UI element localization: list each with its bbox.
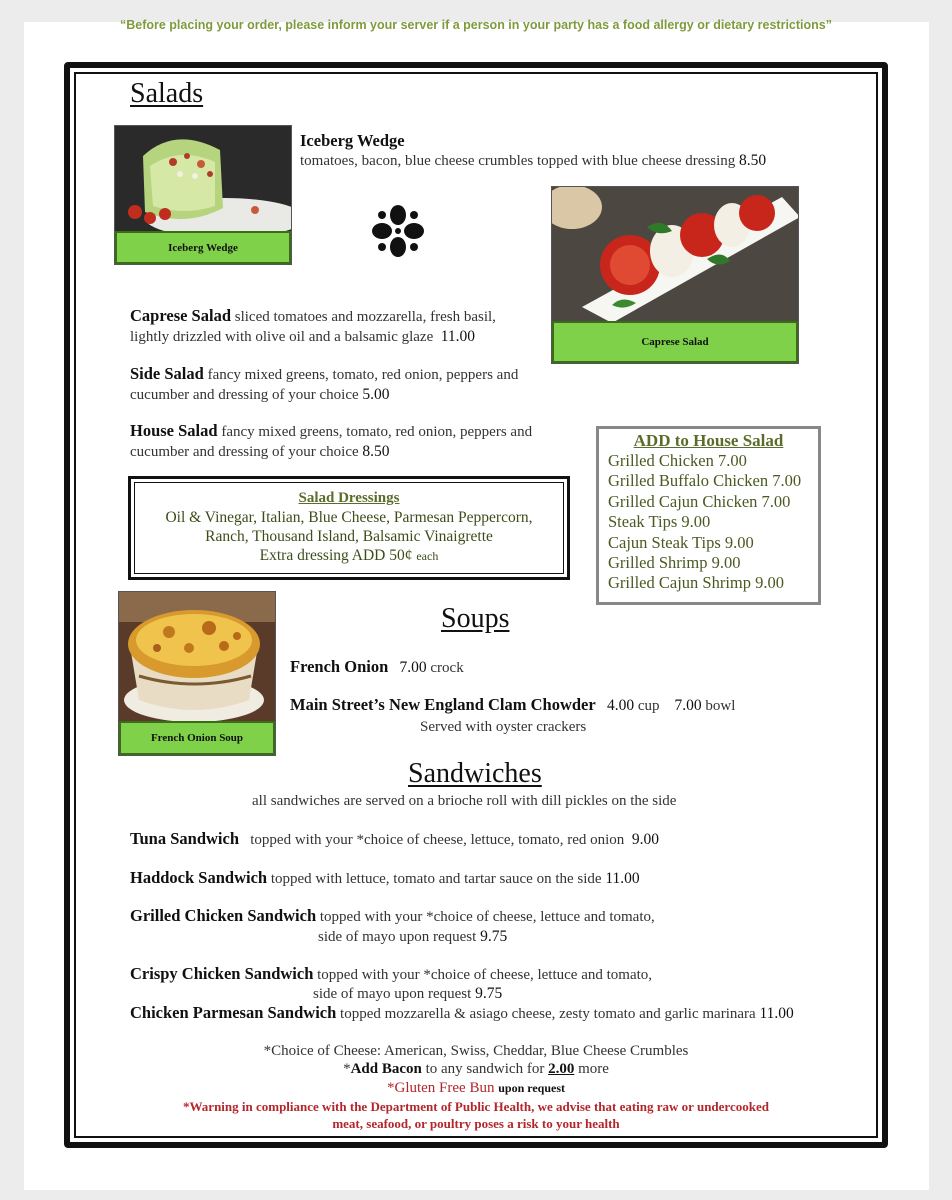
house-salad-price: 8.50 [362, 443, 390, 460]
caprese-salad-price: 11.00 [440, 328, 476, 345]
side-salad-item: Side Salad fancy mixed greens, tomato, red onion, peppers and cucumber and dressing of your choice 5.00 [130, 364, 519, 403]
dressings-extra: Extra dressing ADD 50¢ each [259, 547, 439, 564]
add-bacon-note: *Add Bacon to any sandwich for 2.00 more [343, 1061, 609, 1077]
crispy-chicken-sandwich-desc2: side of mayo upon request 9.75 [313, 985, 503, 1002]
salad-dressings-box [128, 476, 570, 580]
iceberg-wedge-desc: tomatoes, bacon, blue cheese crumbles topped with blue cheese dressing 8.50 [300, 152, 767, 169]
clam-chowder-item: Main Street’s New England Clam Chowder 4.00 cup 7.00 bowl [290, 695, 736, 714]
iceberg-wedge-name: Iceberg Wedge [300, 131, 405, 150]
cheese-choice-note: *Choice of Cheese: American, Swiss, Cheddar, Blue Cheese Crumbles [263, 1043, 689, 1059]
grilled-chicken-sandwich-desc2: side of mayo upon request 9.75 [318, 928, 508, 945]
addon-item: Grilled Cajun Shrimp 9.00 [608, 573, 784, 593]
house-salad-item: House Salad fancy mixed greens, tomato, red onion, peppers and cucumber and dressing of your choice 8.50 [130, 421, 533, 460]
grilled-chicken-sandwich-item: Grilled Chicken Sandwich topped with your *choice of cheese, lettuce and tomato, [130, 906, 655, 925]
side-salad-price: 5.00 [362, 386, 390, 403]
french-onion-soup-photo [118, 591, 276, 756]
salad-dressings-title: Salad Dressings [298, 490, 400, 506]
soups-heading: Soups [441, 603, 510, 634]
health-warning: *Warning in compliance with the Department of Public Health, we advise that eating raw or undercooked meat, seafood, or poultry poses a risk to your health [183, 1099, 769, 1131]
french-onion-soup-caption: French Onion Soup [119, 721, 275, 755]
add-to-house-salad-title: ADD to House Salad [633, 431, 784, 450]
gluten-free-note: *Gluten Free Bun upon request [386, 1080, 566, 1096]
dressings-line-1: Oil & Vinegar, Italian, Blue Cheese, Parmesan Peppercorn, [165, 509, 533, 526]
addon-item: Grilled Shrimp 9.00 [608, 553, 741, 573]
iceberg-wedge-photo [114, 125, 292, 265]
add-to-house-salad-box [596, 426, 821, 605]
iceberg-wedge-image [115, 126, 292, 234]
iceberg-wedge-price: 8.50 [739, 152, 767, 169]
dressings-line-2: Ranch, Thousand Island, Balsamic Vinaigrette [205, 528, 493, 545]
caprese-salad-photo [551, 186, 799, 364]
salads-heading: Salads [130, 78, 204, 109]
french-onion-soup-image [119, 592, 276, 723]
allergy-notice: “Before placing your order, please inform your server if a person in your party has a food allergy or dietary restrictions” [119, 18, 832, 32]
haddock-sandwich-item: Haddock Sandwich topped with lettuce, tomato and tartar sauce on the side 11.00 [130, 868, 640, 887]
chicken-parmesan-sandwich-item: Chicken Parmesan Sandwich topped mozzarella & asiago cheese, zesty tomato and garlic marinara 11.00 [130, 1003, 794, 1022]
addon-item: Grilled Buffalo Chicken 7.00 [608, 471, 802, 491]
sandwiches-heading: Sandwiches [408, 758, 542, 789]
crispy-chicken-sandwich-item: Crispy Chicken Sandwich topped with your *choice of cheese, lettuce and tomato, [130, 964, 653, 983]
tuna-sandwich-item: Tuna Sandwich topped with your *choice of cheese, lettuce, tomato, red onion 9.00 [130, 829, 659, 848]
sandwiches-subtitle: all sandwiches are served on a brioche roll with dill pickles on the side [252, 793, 677, 809]
addon-item: Cajun Steak Tips 9.00 [608, 532, 754, 552]
iceberg-wedge-caption: Iceberg Wedge [115, 231, 291, 264]
addon-item: Steak Tips 9.00 [608, 512, 711, 532]
addon-item: Grilled Cajun Chicken 7.00 [608, 491, 791, 511]
french-onion-item: French Onion 7.00 crock [290, 657, 464, 676]
clam-chowder-note: Served with oyster crackers [420, 719, 587, 735]
caprese-salad-image [552, 187, 799, 323]
caprese-salad-item: Caprese Salad sliced tomatoes and mozzarella, fresh basil, lightly drizzled with olive oil and a balsamic glaze 11.00 [130, 306, 496, 345]
flourish-icon [371, 204, 425, 258]
caprese-salad-caption: Caprese Salad [552, 321, 798, 363]
addon-item: Grilled Chicken 7.00 [608, 451, 747, 470]
